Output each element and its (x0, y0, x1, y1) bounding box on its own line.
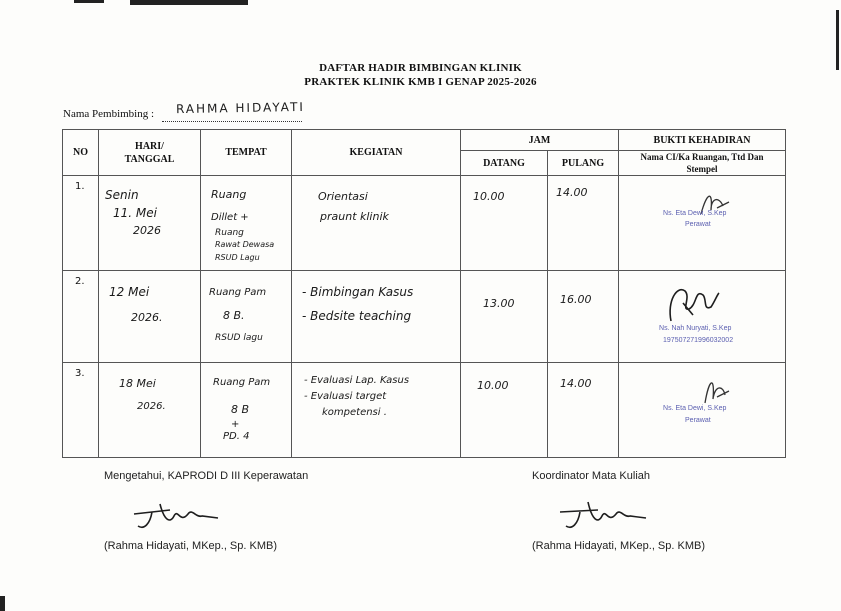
scan-artifact-bottom-left (0, 596, 5, 611)
col-header-datang: DATANG (461, 151, 548, 176)
col-header-jam: JAM (461, 130, 619, 151)
footer-right-name: (Rahma Hidayati, MKep., Sp. KMB) (532, 540, 706, 552)
cell-proof (619, 176, 786, 271)
document-subtitle: PRAKTEK KLINIK KMB I GENAP 2025-2026 (304, 76, 537, 88)
cell-datang (461, 176, 548, 271)
place-line: + (231, 419, 240, 430)
time-datang: 13.00 (483, 297, 515, 310)
cell-pulang (548, 271, 619, 363)
footer-left-title: Mengetahui, KAPRODI D III Keperawatan (104, 470, 309, 482)
place-line: Ruang (211, 188, 247, 201)
stamp-role: Perawat (685, 417, 711, 424)
place-line: 8 B (231, 403, 250, 416)
table-row (63, 271, 786, 363)
place-line: RSUD lagu (215, 333, 263, 343)
cell-place (201, 271, 292, 363)
supervisor-dotted-line (162, 121, 302, 122)
signature-mark (699, 373, 733, 407)
time-datang: 10.00 (477, 379, 509, 392)
cell-place (201, 176, 292, 271)
document-title: DAFTAR HADIR BIMBINGAN KLINIK (319, 62, 522, 74)
scan-artifact-top-center (130, 0, 248, 5)
date-line: 12 Mei (109, 285, 150, 299)
time-pulang: 14.00 (560, 377, 592, 390)
activity-line: kompetensi . (322, 407, 387, 418)
activity-line: praunt klinik (320, 210, 389, 223)
cell-date (99, 176, 201, 271)
activity-line: - Bimbingan Kasus (302, 285, 414, 299)
activity-line: - Bedsite teaching (302, 309, 412, 323)
stamp-name: Ns. Eta Dewi, S.Kep (663, 405, 727, 412)
col-header-hari: HARI/ (135, 140, 164, 152)
place-line: Ruang (215, 228, 244, 238)
date-line: Senin (105, 188, 139, 202)
activity-line: - Evaluasi target (304, 391, 387, 402)
cell-pulang (548, 363, 619, 458)
scan-artifact-right-edge (836, 10, 839, 70)
col-header-bukti: BUKTI KEHADIRAN (619, 130, 786, 151)
row-number: 2. (75, 276, 85, 287)
date-line: 2026. (131, 311, 163, 324)
time-datang: 10.00 (473, 190, 505, 203)
place-line: RSUD Lagu (215, 253, 260, 262)
cell-datang (461, 363, 548, 458)
col-header-tanggal: TANGGAL (124, 153, 175, 165)
col-header-pulang: PULANG (548, 151, 619, 176)
stamp-name: Ns. Nah Nuryati, S.Kep (659, 325, 732, 332)
place-line: Dillet + (211, 212, 249, 223)
col-header-bukti-sub-line2: Stempel (686, 164, 718, 174)
right-signature (556, 494, 648, 534)
cell-date (99, 363, 201, 458)
cell-no (63, 176, 99, 271)
place-line: PD. 4 (223, 431, 250, 442)
footer-left-name: (Rahma Hidayati, MKep., Sp. KMB) (104, 540, 278, 552)
cell-pulang (548, 176, 619, 271)
place-line: 8 B. (223, 309, 245, 322)
supervisor-name: RAHMA HIDAYATI (175, 99, 305, 117)
date-line: 2026 (133, 224, 161, 237)
row-number: 3. (75, 368, 85, 379)
cell-activity (292, 363, 461, 458)
stamp-role: Perawat (685, 221, 711, 228)
left-signature (130, 494, 222, 534)
place-line: Ruang Pam (213, 377, 271, 388)
cell-proof (619, 363, 786, 458)
time-pulang: 16.00 (560, 293, 592, 306)
row-number: 1. (75, 181, 85, 192)
date-line: 2026. (137, 401, 166, 412)
col-header-bukti-sub (619, 151, 786, 176)
time-pulang: 14.00 (556, 186, 588, 199)
cell-activity (292, 271, 461, 363)
supervisor-line (63, 108, 154, 120)
cell-no (63, 271, 99, 363)
cell-datang (461, 271, 548, 363)
stamp-name: Ns. Eta Dewi, S.Kep (663, 210, 727, 217)
col-header-tempat: TEMPAT (201, 130, 292, 176)
supervisor-label: Nama Pembimbing : (63, 108, 155, 120)
stamp-role: 197507271996032002 (663, 337, 734, 344)
footer-right-title: Koordinator Mata Kuliah (532, 470, 651, 482)
table-row (63, 363, 786, 458)
col-header-bukti-sub-line1: Nama CI/Ka Ruangan, Ttd Dan (640, 152, 764, 162)
activity-line: Orientasi (318, 190, 368, 203)
cell-place (201, 363, 292, 458)
cell-no (63, 363, 99, 458)
cell-proof (619, 271, 786, 363)
table-row (63, 176, 786, 271)
attendance-table (62, 129, 786, 458)
signature-mark (663, 281, 723, 327)
col-header-no: NO (63, 130, 99, 176)
place-line: Ruang Pam (209, 287, 267, 298)
scan-artifact-top-left (74, 0, 104, 3)
cell-activity (292, 176, 461, 271)
date-line: 11. Mei (113, 206, 157, 220)
col-header-kegiatan: KEGIATAN (292, 130, 461, 176)
activity-line: - Evaluasi Lap. Kasus (304, 375, 410, 386)
col-header-hari-tanggal (99, 130, 201, 176)
place-line: Rawat Dewasa (215, 240, 275, 249)
cell-date (99, 271, 201, 363)
date-line: 18 Mei (119, 377, 156, 390)
